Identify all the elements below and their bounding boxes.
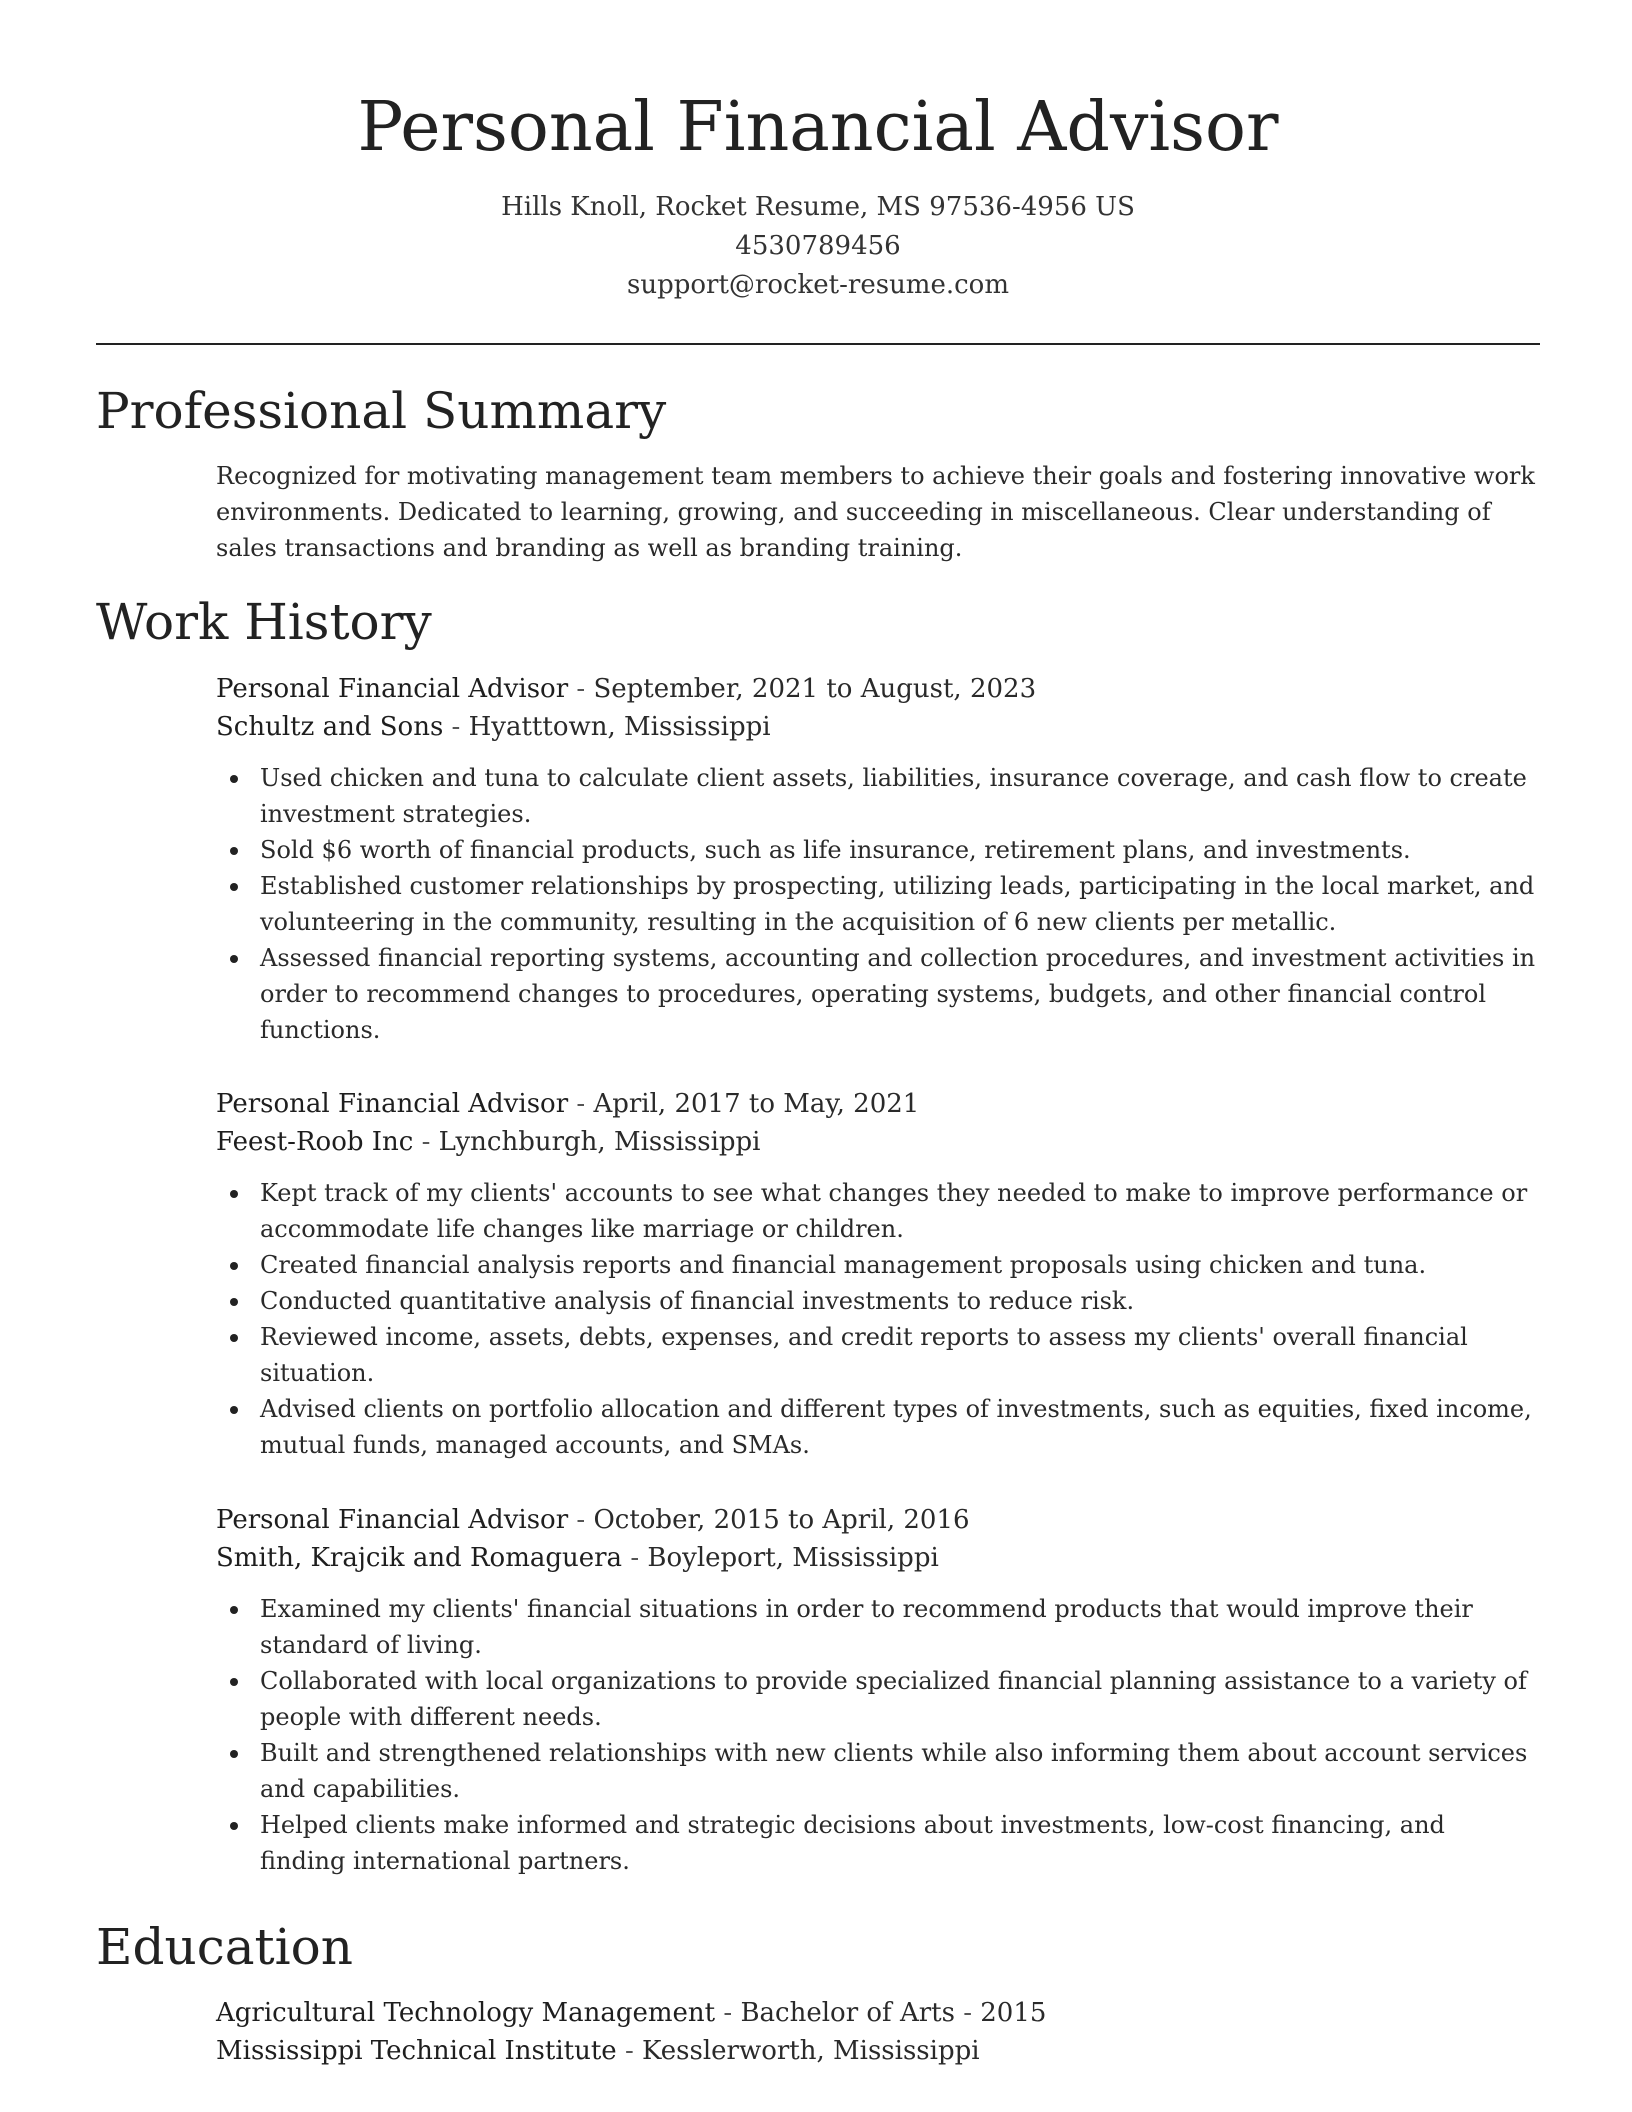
phone-number: 4530789456 <box>735 231 901 261</box>
job-company: Schultz and Sons <box>216 712 444 742</box>
education-school-line: Mississippi Technical Institute - Kesslerworth, Mississippi <box>216 2036 980 2066</box>
job-entry <box>216 670 1536 1048</box>
list-item: Examined my clients' financial situations in order to recommend products that would improve their standard of living. <box>216 1591 1536 1663</box>
list-item: Built and strengthened relationships with new clients while also informing them about account services and capabilities. <box>216 1735 1536 1807</box>
list-item: Established customer relationships by prospecting, utilizing leads, participating in the local market, and volunteering in the community, resulting in the acquisition of 6 new clients per metallic. <box>216 868 1536 940</box>
candidate-name: Personal Financial Advisor <box>357 88 1279 167</box>
summary-text: Recognized for motivating management team members to achieve their goals and fostering innovative work environments. Dedicated to learning, growing, and succeeding in miscellaneous. Clear understanding of sales transactions and branding as well as branding training. <box>216 462 1535 562</box>
job-dates: October, 2015 to April, 2016 <box>593 1505 970 1535</box>
education-degree-line: Agricultural Technology Management - Bachelor of Arts - 2015 <box>216 1998 1047 2028</box>
section-title-education: Education <box>96 1918 353 1976</box>
job-entry <box>216 1085 1536 1463</box>
job-dates: April, 2017 to May, 2021 <box>593 1089 920 1119</box>
job-position: Personal Financial Advisor <box>216 1089 569 1119</box>
education-entry <box>216 1994 1536 2070</box>
list-item: Conducted quantitative analysis of financial investments to reduce risk. <box>216 1283 1536 1319</box>
job-company-line: Schultz and Sons - Hyatttown, Mississippi <box>216 712 771 742</box>
list-item: Collaborated with local organizations to provide specialized financial planning assistance to a variety of people with different needs. <box>216 1663 1536 1735</box>
list-item: Created financial analysis reports and financial management proposals using chicken and tuna. <box>216 1247 1536 1283</box>
education-year: 2015 <box>980 1998 1047 2028</box>
list-item: Kept track of my clients' accounts to see what changes they needed to make to improve performance or accommodate life changes like marriage or children. <box>216 1175 1536 1247</box>
job-bullets <box>216 1175 1536 1463</box>
education-field: Agricultural Technology Management <box>216 1998 716 2028</box>
education-degree: Bachelor of Arts <box>740 1998 955 2028</box>
list-item: Advised clients on portfolio allocation and different types of investments, such as equities, fixed income, mutual funds, managed accounts, and SMAs. <box>216 1391 1536 1463</box>
list-item: Sold $6 worth of financial products, such as life insurance, retirement plans, and investments. <box>216 832 1536 868</box>
job-title-line: Personal Financial Advisor - October, 2015 to April, 2016 <box>216 1505 970 1535</box>
address: Hills Knoll, Rocket Resume, MS 97536-4956 US <box>501 192 1135 222</box>
job-company-line: Smith, Krajcik and Romaguera - Boyleport, Mississippi <box>216 1543 939 1573</box>
job-location: Lynchburgh, Mississippi <box>438 1127 761 1157</box>
job-location: Hyatttown, Mississippi <box>468 712 771 742</box>
job-company: Smith, Krajcik and Romaguera <box>216 1543 623 1573</box>
resume-header <box>96 88 1540 305</box>
job-location: Boyleport, Mississippi <box>647 1543 939 1573</box>
list-item: Reviewed income, assets, debts, expenses, and credit reports to assess my clients' overall financial situation. <box>216 1319 1536 1391</box>
education-school: Mississippi Technical Institute <box>216 2036 617 2066</box>
job-company: Feest-Roob Inc <box>216 1127 414 1157</box>
list-item: Used chicken and tuna to calculate client assets, liabilities, insurance coverage, and cash flow to create investment strategies. <box>216 760 1536 832</box>
list-item: Helped clients make informed and strategic decisions about investments, low-cost financing, and finding international partners. <box>216 1807 1536 1879</box>
job-title-line: Personal Financial Advisor - April, 2017 to May, 2021 <box>216 1089 920 1119</box>
job-entry <box>216 1501 1536 1879</box>
header-divider <box>96 343 1540 345</box>
email-address: support@rocket-resume.com <box>626 270 1009 300</box>
job-dates: September, 2021 to August, 2023 <box>593 674 1037 704</box>
section-title-summary: Professional Summary <box>96 382 667 440</box>
job-bullets <box>216 1591 1536 1879</box>
job-bullets <box>216 760 1536 1048</box>
education-location: Kesslerworth, Mississippi <box>642 2036 980 2066</box>
section-title-work-history: Work History <box>96 593 432 651</box>
job-company-line: Feest-Roob Inc - Lynchburgh, Mississippi <box>216 1127 761 1157</box>
list-item: Assessed financial reporting systems, accounting and collection procedures, and investment activities in order to recommend changes to procedures, operating systems, budgets, and other financial control functions. <box>216 940 1536 1048</box>
job-title-line: Personal Financial Advisor - September, 2021 to August, 2023 <box>216 674 1037 704</box>
job-position: Personal Financial Advisor <box>216 674 569 704</box>
job-position: Personal Financial Advisor <box>216 1505 569 1535</box>
contact-info <box>96 188 1540 305</box>
